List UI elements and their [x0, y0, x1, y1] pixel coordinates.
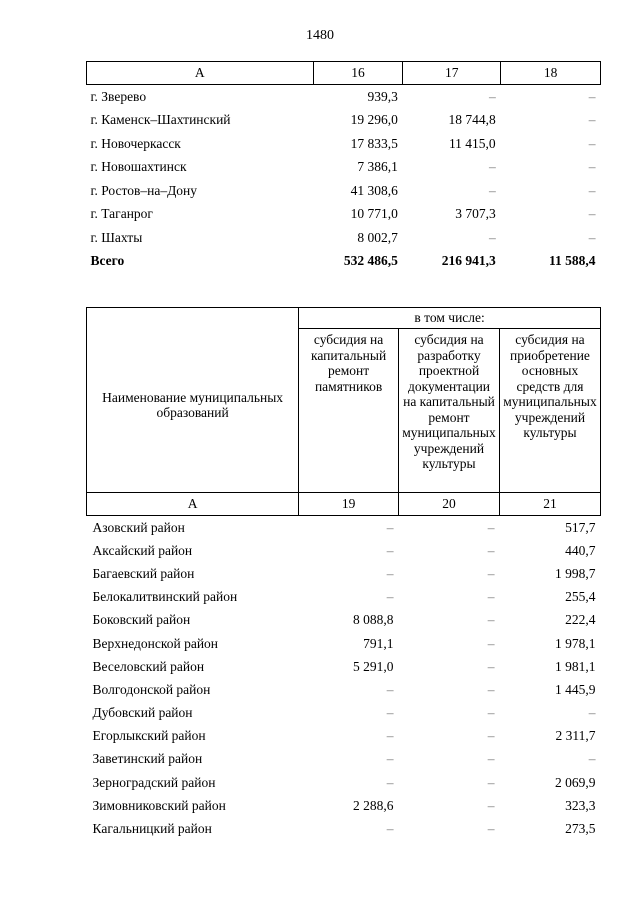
amount-cell: 1 998,7 — [555, 565, 596, 581]
amount-cell: 273,5 — [565, 821, 596, 837]
municipality-name: Азовский район — [92, 519, 185, 535]
budget-table-cols-16-18 — [86, 61, 601, 273]
table-row — [87, 562, 601, 585]
amount-cell: – — [487, 589, 495, 605]
total-row — [87, 250, 601, 274]
table-row — [87, 702, 601, 725]
amount-cell: – — [487, 658, 495, 674]
column-number: 21 — [499, 493, 600, 516]
amount-cell: 532 486,5 — [343, 253, 398, 269]
table-row — [87, 586, 601, 609]
table-row — [87, 748, 601, 771]
including-header: в том числе: — [299, 308, 601, 329]
municipality-name: г. Зверево — [90, 88, 147, 104]
amount-cell: 939,3 — [367, 88, 398, 104]
municipality-name: Волгодонской район — [92, 681, 211, 697]
municipality-name: г. Ростов–на–Дону — [90, 182, 198, 198]
table-row — [87, 156, 601, 180]
amount-cell: – — [487, 519, 495, 535]
amount-cell: – — [487, 542, 495, 558]
amount-cell: – — [488, 229, 496, 245]
amount-cell: – — [386, 589, 394, 605]
municipality-name: Заветинский район — [92, 751, 203, 767]
amount-cell: – — [386, 542, 394, 558]
amount-cell: 2 311,7 — [555, 728, 596, 744]
municipality-name: Веселовский район — [92, 658, 205, 674]
table-row — [87, 226, 601, 250]
municipality-name-header: Наименование муниципальных образований — [87, 308, 299, 493]
amount-cell: 18 744,8 — [448, 112, 496, 128]
table-row — [87, 132, 601, 156]
municipality-name: Всего — [90, 253, 125, 269]
municipality-name: Багаевский район — [92, 565, 195, 581]
table-row — [87, 516, 601, 540]
amount-cell: 11 415,0 — [448, 135, 496, 151]
municipality-name: Верхнедонской район — [92, 635, 219, 651]
municipality-name: г. Новочеркасск — [90, 135, 181, 151]
column-header: 16 — [313, 62, 403, 85]
municipality-name: Егорлыкский район — [92, 728, 206, 744]
amount-cell: 2 288,6 — [353, 797, 394, 813]
amount-cell: – — [588, 112, 596, 128]
table-row — [87, 203, 601, 227]
table-row — [87, 179, 601, 203]
municipality-name: г. Новошахтинск — [90, 159, 187, 175]
amount-cell: – — [588, 159, 596, 175]
table1-body — [87, 62, 601, 274]
column-header: 18 — [501, 62, 601, 85]
amount-cell: – — [487, 774, 495, 790]
amount-cell: – — [588, 182, 596, 198]
table-row — [87, 609, 601, 632]
table-row — [87, 85, 601, 109]
municipality-name: Зимовниковский район — [92, 797, 226, 813]
amount-cell: 2 069,9 — [555, 774, 596, 790]
amount-cell: 440,7 — [565, 542, 596, 558]
table2-header-row-1 — [87, 308, 601, 329]
amount-cell: – — [487, 821, 495, 837]
municipality-name: Аксайский район — [92, 542, 193, 558]
table-row — [87, 632, 601, 655]
amount-cell: 11 588,4 — [548, 253, 596, 269]
amount-cell: 255,4 — [565, 589, 596, 605]
amount-cell: – — [386, 728, 394, 744]
amount-cell: – — [588, 751, 596, 767]
column-header: 17 — [403, 62, 501, 85]
page-number: 1480 — [306, 28, 334, 43]
table-row — [87, 539, 601, 562]
amount-cell: – — [386, 519, 394, 535]
amount-cell: – — [488, 159, 496, 175]
column-number: А — [87, 493, 299, 516]
municipality-name: Дубовский район — [92, 705, 193, 721]
amount-cell: – — [588, 88, 596, 104]
amount-cell: – — [487, 565, 495, 581]
table-row — [87, 655, 601, 678]
column-number: 19 — [299, 493, 399, 516]
amount-cell: – — [487, 635, 495, 651]
amount-cell: 41 308,6 — [350, 182, 398, 198]
amount-cell: – — [386, 774, 394, 790]
table-row — [87, 794, 601, 817]
amount-cell: 7 386,1 — [357, 159, 398, 175]
amount-cell: – — [487, 751, 495, 767]
table-row — [87, 771, 601, 794]
municipality-name: г. Каменск–Шахтинский — [90, 112, 231, 128]
table-row — [87, 725, 601, 748]
amount-cell: 8 088,8 — [353, 612, 394, 628]
amount-cell: – — [386, 751, 394, 767]
table-row — [87, 109, 601, 133]
subsidy-design-docs-header: субсидия на разработку проектной документации на капитальный ремонт муниципальных учреждений культуры — [399, 329, 500, 493]
amount-cell: – — [487, 681, 495, 697]
column-header: А — [87, 62, 314, 85]
amount-cell: 1 978,1 — [555, 635, 596, 651]
amount-cell: – — [588, 229, 596, 245]
table2-column-number-row — [87, 493, 601, 516]
table-row — [87, 678, 601, 701]
amount-cell: – — [588, 705, 596, 721]
amount-cell: – — [488, 88, 496, 104]
amount-cell: – — [487, 705, 495, 721]
budget-table-cols-19-21 — [86, 307, 601, 841]
subsidy-fixed-assets-header: субсидия на приобретение основных средств для муниципальных учреждений культуры — [499, 329, 600, 493]
amount-cell: – — [487, 612, 495, 628]
subsidy-monument-repair-header: субсидия на капитальный ремонт памятников — [299, 329, 399, 493]
municipality-name: Боковский район — [92, 612, 191, 628]
amount-cell: – — [487, 797, 495, 813]
table1-header-row — [87, 62, 601, 85]
amount-cell: 517,7 — [565, 519, 596, 535]
amount-cell: 1 981,1 — [555, 658, 596, 674]
municipality-name: Кагальницкий район — [92, 821, 212, 837]
municipality-name: г. Таганрог — [90, 206, 153, 222]
amount-cell: – — [488, 182, 496, 198]
column-number: 20 — [399, 493, 500, 516]
amount-cell: 17 833,5 — [350, 135, 398, 151]
municipality-name: г. Шахты — [90, 229, 143, 245]
amount-cell: – — [386, 565, 394, 581]
amount-cell: 5 291,0 — [353, 658, 394, 674]
amount-cell: 222,4 — [565, 612, 596, 628]
amount-cell: 3 707,3 — [455, 206, 496, 222]
amount-cell: 216 941,3 — [441, 253, 496, 269]
municipality-name: Белокалитвинский район — [92, 589, 238, 605]
amount-cell: 10 771,0 — [350, 206, 398, 222]
amount-cell: 791,1 — [363, 635, 394, 651]
table-row — [87, 817, 601, 840]
amount-cell: – — [588, 135, 596, 151]
municipality-name: Зерноградский район — [92, 774, 216, 790]
amount-cell: 1 445,9 — [555, 681, 596, 697]
amount-cell: 19 296,0 — [350, 112, 398, 128]
table2-body — [87, 308, 601, 841]
amount-cell: – — [386, 705, 394, 721]
amount-cell: 323,3 — [565, 797, 596, 813]
amount-cell: – — [386, 681, 394, 697]
amount-cell: 8 002,7 — [357, 229, 398, 245]
amount-cell: – — [386, 821, 394, 837]
amount-cell: – — [487, 728, 495, 744]
amount-cell: – — [588, 206, 596, 222]
